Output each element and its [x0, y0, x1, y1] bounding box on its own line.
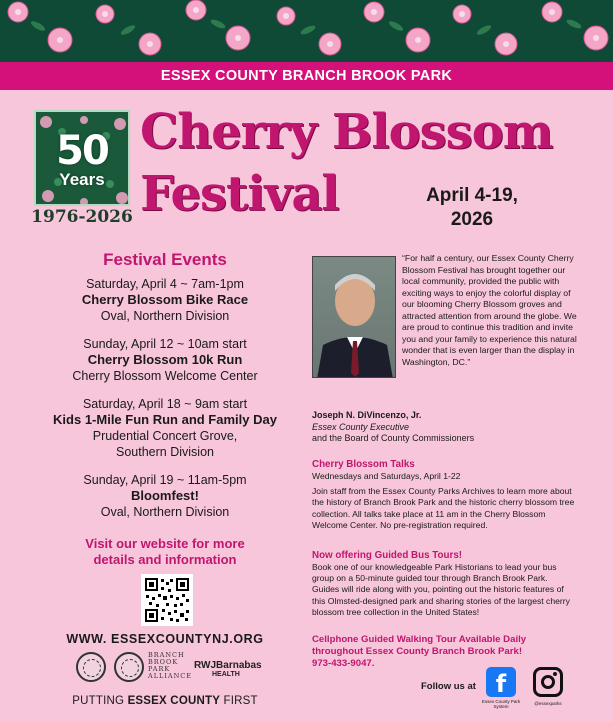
signer-role: Essex County Executive: [312, 421, 410, 432]
event-where-line2: Southern Division: [116, 445, 214, 459]
event-where: Oval, Northern Division: [100, 505, 230, 519]
instagram-caption: @essexparks: [534, 701, 562, 706]
county-seal-icon: [76, 652, 106, 682]
bus-body: Book one of our knowledgeable Park Historians to lead your bus group on a 50-minute guided tour through Branch Brook Park. Guides will ride along with you, pointing out the historic features of this Olmsted-designed park and sharing stories of the largest cherry blossom tree collection in the United States!: [312, 562, 570, 617]
talks-heading: Cherry Blossom Talks: [312, 459, 415, 470]
rwj-sub: HEALTH: [212, 671, 240, 678]
instagram-icon[interactable]: [533, 667, 563, 697]
cell-line2: throughout Essex County Branch Brook Park!: [312, 646, 523, 657]
event-where: Oval, Northern Division: [100, 309, 230, 323]
qr-code[interactable]: [141, 574, 193, 626]
events-heading: Festival Events: [103, 250, 227, 269]
cell-phone[interactable]: 973-433-9047.: [312, 658, 375, 669]
festival-dates: [402, 184, 542, 232]
bus-heading: Now offering Guided Bus Tours!: [312, 550, 463, 561]
cellphone-tour-note: [312, 634, 577, 670]
event-when: Saturday, April 18 ~ 9am start: [82, 397, 248, 411]
facebook-caption: Essex County Park System: [481, 699, 521, 709]
event-when: Saturday, April 4 ~ 7am-1pm: [86, 277, 244, 291]
visit-website-note: [50, 536, 280, 568]
parks-seal-icon: [114, 652, 144, 682]
visit-line1: Visit our website for more: [85, 536, 245, 551]
event-item: [30, 336, 300, 384]
tagline-pre: PUTTING: [72, 695, 128, 707]
event-name: Bloomfest!: [131, 488, 199, 503]
event-when: Sunday, April 12 ~ 10am start: [83, 337, 247, 351]
event-item: [30, 396, 300, 460]
event-when: Sunday, April 19 ~ 11am-5pm: [83, 473, 247, 487]
festival-dates-line2: 2026: [450, 209, 494, 230]
facebook-icon[interactable]: f: [486, 667, 516, 697]
talks-section: [312, 458, 577, 531]
festival-title-line2: Festival: [140, 166, 339, 222]
floral-banner: [0, 0, 613, 62]
partner-logos: [74, 652, 274, 686]
talks-schedule: Wednesdays and Saturdays, April 1-22: [312, 471, 461, 481]
signer-name: Joseph N. DiVincenzo, Jr.: [312, 410, 422, 420]
quote-text: “For half a century, our Essex County Cherry Blossom Festival has brought together our local community, provided the public with exciting ways to enjoy the colorful display of our blooming Cherry Blossom groves and attracted attention from around the globe. We are proud to continue this tradition and invite you and your family to experience this natural wonder that is even larger than the display in Washington, DC.”: [402, 253, 577, 367]
visit-line2: details and information: [93, 552, 237, 567]
quote-signer: [312, 410, 577, 445]
rwjbarnabas-logo: [194, 660, 262, 678]
executive-quote: [312, 253, 577, 381]
tagline: [40, 695, 290, 707]
event-name: Cherry Blossom Bike Race: [81, 292, 249, 307]
blossom-pattern-icon: [0, 0, 613, 62]
tagline-post: FIRST: [220, 695, 258, 707]
event-item: [30, 472, 300, 520]
bbp-line2: BROOK: [148, 658, 179, 666]
badge-number: 50: [56, 128, 108, 174]
cell-line1: Cellphone Guided Walking Tour Available Daily: [312, 634, 527, 645]
event-name: Kids 1-Mile Fun Run and Family Day: [53, 412, 277, 427]
qr-code-icon: [144, 577, 190, 623]
events-section: [30, 250, 300, 532]
festival-dates-line1: April 4-19,: [426, 185, 518, 206]
rwj-name: RWJBarnabas: [194, 660, 262, 671]
badge-dates: 1976-2026: [31, 207, 133, 227]
branch-brook-park-alliance-logo: [148, 652, 192, 680]
event-where: Cherry Blossom Welcome Center: [72, 369, 258, 383]
bus-tours-section: [312, 549, 577, 618]
bbp-line4: ALLIANCE: [148, 672, 192, 680]
anniversary-badge: [34, 110, 130, 206]
follow-us-label: Follow us at: [421, 681, 476, 692]
tagline-bold: ESSEX COUNTY: [127, 695, 221, 707]
photo-spacer: [312, 253, 402, 381]
website-link[interactable]: WWW. ESSEXCOUNTYNJ.ORG: [66, 632, 264, 646]
bbp-line3: PARK: [148, 665, 171, 673]
festival-title-line1: Cherry Blossom: [140, 104, 553, 160]
park-name-band: ESSEX COUNTY BRANCH BROOK PARK: [0, 62, 613, 90]
event-where: Prudential Concert Grove,: [92, 429, 238, 443]
badge-years: Years: [59, 170, 105, 189]
event-item: [30, 276, 300, 324]
event-name: Cherry Blossom 10k Run: [87, 352, 243, 367]
signer-board: and the Board of County Commissioners: [312, 433, 475, 443]
bbp-line1: BRANCH: [148, 651, 185, 659]
talks-body: Join staff from the Essex County Parks Archives to learn more about the history of Branch Brook Park and the historic cherry blossom tree collection. All talks take place at 11 am in the Cherry Blossom Welcome Center. No pre-registration required.: [312, 486, 575, 530]
